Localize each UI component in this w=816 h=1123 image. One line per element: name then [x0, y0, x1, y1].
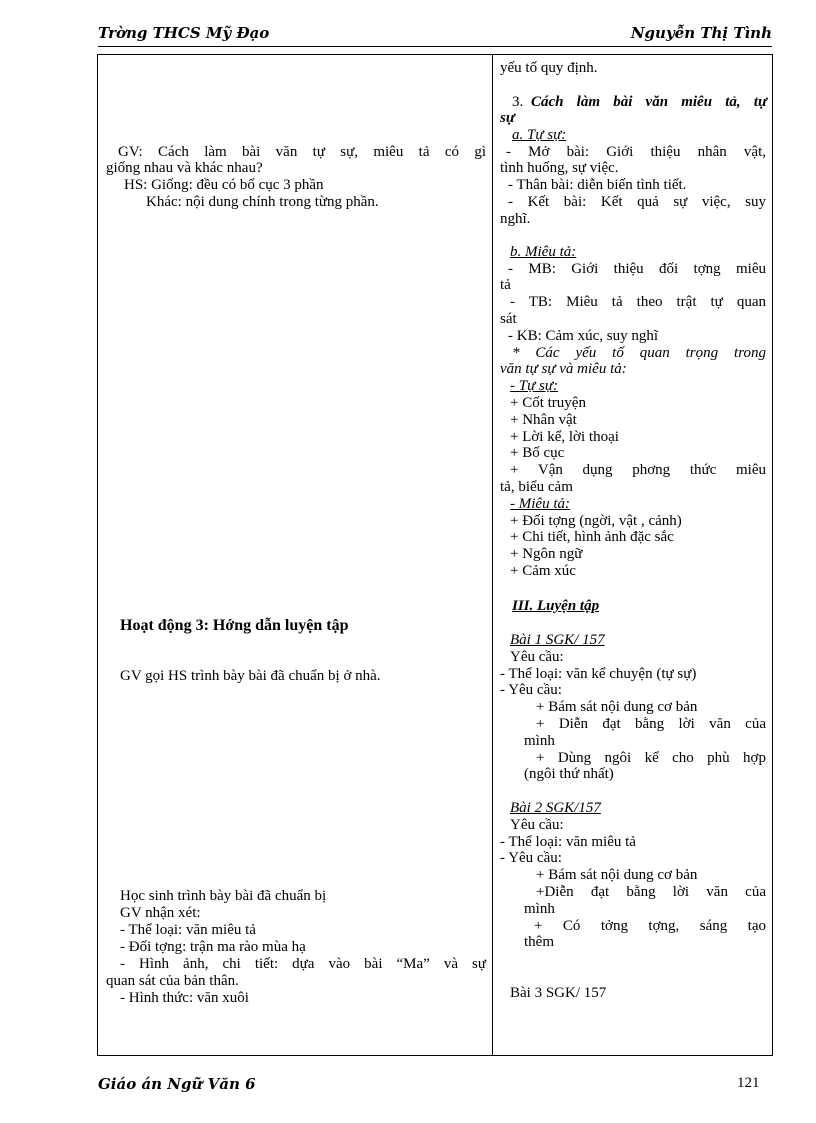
- left-line: quan sát của bản thân.: [106, 973, 239, 989]
- right-line: nghĩ.: [500, 211, 531, 227]
- right-line: tả: [500, 277, 511, 293]
- right-line: + Cảm xúc: [510, 563, 576, 579]
- right-line: mình: [524, 733, 555, 749]
- gv-question-line1: GV: Cách làm bài văn tự sự, miêu tả có gì: [118, 144, 486, 160]
- right-line: + Vận dụng phơng thức miêu: [510, 462, 766, 478]
- right-line: + Có tởng tợng, sáng tạo: [534, 918, 766, 934]
- right-line: Yêu cầu:: [510, 649, 564, 665]
- right-line: - Yêu cầu:: [500, 682, 562, 698]
- right-line: thêm: [524, 934, 554, 950]
- left-line: - Đối tợng: trận ma rào mùa hạ: [120, 939, 306, 955]
- right-line: +Diễn đạt bằng lời văn của: [536, 884, 766, 900]
- column-divider: [492, 55, 493, 1055]
- right-line: tả, biểu cảm: [500, 479, 573, 495]
- exercise-3-title: Bài 3 SGK/ 157: [510, 985, 607, 1001]
- exercise-2-title: Bài 2 SGK/157: [510, 800, 601, 816]
- section-3-number: 3.: [512, 94, 524, 110]
- section-III-heading: III. Luyện tập: [512, 598, 600, 614]
- section-3-heading: Cách làm bài văn miêu tả, tự: [531, 94, 767, 110]
- right-line: + Chi tiết, hình ảnh đặc sắc: [510, 529, 674, 545]
- right-line: Yêu cầu:: [510, 817, 564, 833]
- right-line: - Thể loại: văn kể chuyện (tự sự): [500, 666, 697, 682]
- right-line: + Bám sát nội dung cơ bản: [536, 699, 698, 715]
- header-rule: [98, 46, 772, 47]
- left-line: - Hình ảnh, chi tiết: dựa vào bài “Ma” và sự: [120, 956, 486, 972]
- right-line: + Ngôn ngữ: [510, 546, 583, 562]
- page-number: 121: [737, 1075, 760, 1091]
- gv-question-line2: giống nhau và khác nhau?: [106, 160, 263, 176]
- header-teacher: Nguyễn Thị Tình: [630, 24, 772, 42]
- right-line: sát: [500, 311, 517, 327]
- right-line: + Nhân vật: [510, 412, 577, 428]
- left-line: GV nhận xét:: [120, 905, 201, 921]
- right-line: (ngôi thứ nhất): [524, 766, 614, 782]
- right-line: - MB: Giới thiệu đối tợng miêu: [508, 261, 766, 277]
- gv-instruction: GV gọi HS trình bày bài đã chuẩn bị ở nhà.: [120, 668, 381, 684]
- right-line: - TB: Miêu tả theo trật tự quan: [510, 294, 766, 310]
- right-line: - Thân bài: diễn biến tình tiết.: [508, 177, 687, 193]
- right-line: tình huống, sự việc.: [500, 160, 619, 176]
- hs-answer-line1: HS: Giống: đều có bố cục 3 phần: [124, 177, 324, 193]
- section-3-heading-cont: sự: [500, 110, 515, 126]
- header-school: Trờng THCS Mỹ Đạo: [98, 24, 270, 42]
- subheading-mieu-ta: b. Miêu tả:: [510, 244, 577, 260]
- right-line: mình: [524, 901, 555, 917]
- subheading-mieu-ta-2: - Miêu tả:: [510, 496, 570, 512]
- right-line: yếu tố quy định.: [500, 60, 598, 76]
- left-line: Học sinh trình bày bài đã chuẩn bị: [120, 888, 327, 904]
- left-line: - Thể loại: văn miêu tả: [120, 922, 256, 938]
- right-line: + Dùng ngôi kể cho phù hợp: [536, 750, 766, 766]
- right-line: + Lời kể, lời thoại: [510, 429, 619, 445]
- right-line: - Thể loại: văn miêu tả: [500, 834, 636, 850]
- footer-title: Giáo án Ngữ Văn 6: [98, 1075, 256, 1093]
- right-line: + Bố cục: [510, 445, 565, 461]
- right-line: + Bám sát nội dung cơ bản: [536, 867, 698, 883]
- right-line: - Yêu cầu:: [500, 850, 562, 866]
- right-line: - Kết bài: Kết quả sự việc, suy: [508, 194, 766, 210]
- right-line: * Các yếu tố quan trọng trong: [512, 345, 766, 361]
- lesson-table: [97, 54, 773, 1056]
- subheading-tu-su-2: - Tự sự:: [510, 378, 559, 394]
- subheading-tu-su: a. Tự sự:: [512, 127, 567, 143]
- right-line: + Diễn đạt bằng lời văn của: [536, 716, 766, 732]
- activity-3-heading: Hoạt động 3: Hớng dẫn luyện tập: [120, 617, 349, 634]
- right-line: + Cốt truyện: [510, 395, 586, 411]
- right-line: - Mở bài: Giới thiệu nhân vật,: [506, 144, 766, 160]
- right-line: + Đối tợng (ngời, vật , cảnh): [510, 513, 682, 529]
- left-line: - Hình thức: văn xuôi: [120, 990, 249, 1006]
- exercise-1-title: Bài 1 SGK/ 157: [510, 632, 605, 648]
- right-line: văn tự sự và miêu tả:: [500, 361, 627, 377]
- hs-answer-line2: Khác: nội dung chính trong từng phần.: [146, 194, 379, 210]
- right-line: - KB: Cảm xúc, suy nghĩ: [508, 328, 658, 344]
